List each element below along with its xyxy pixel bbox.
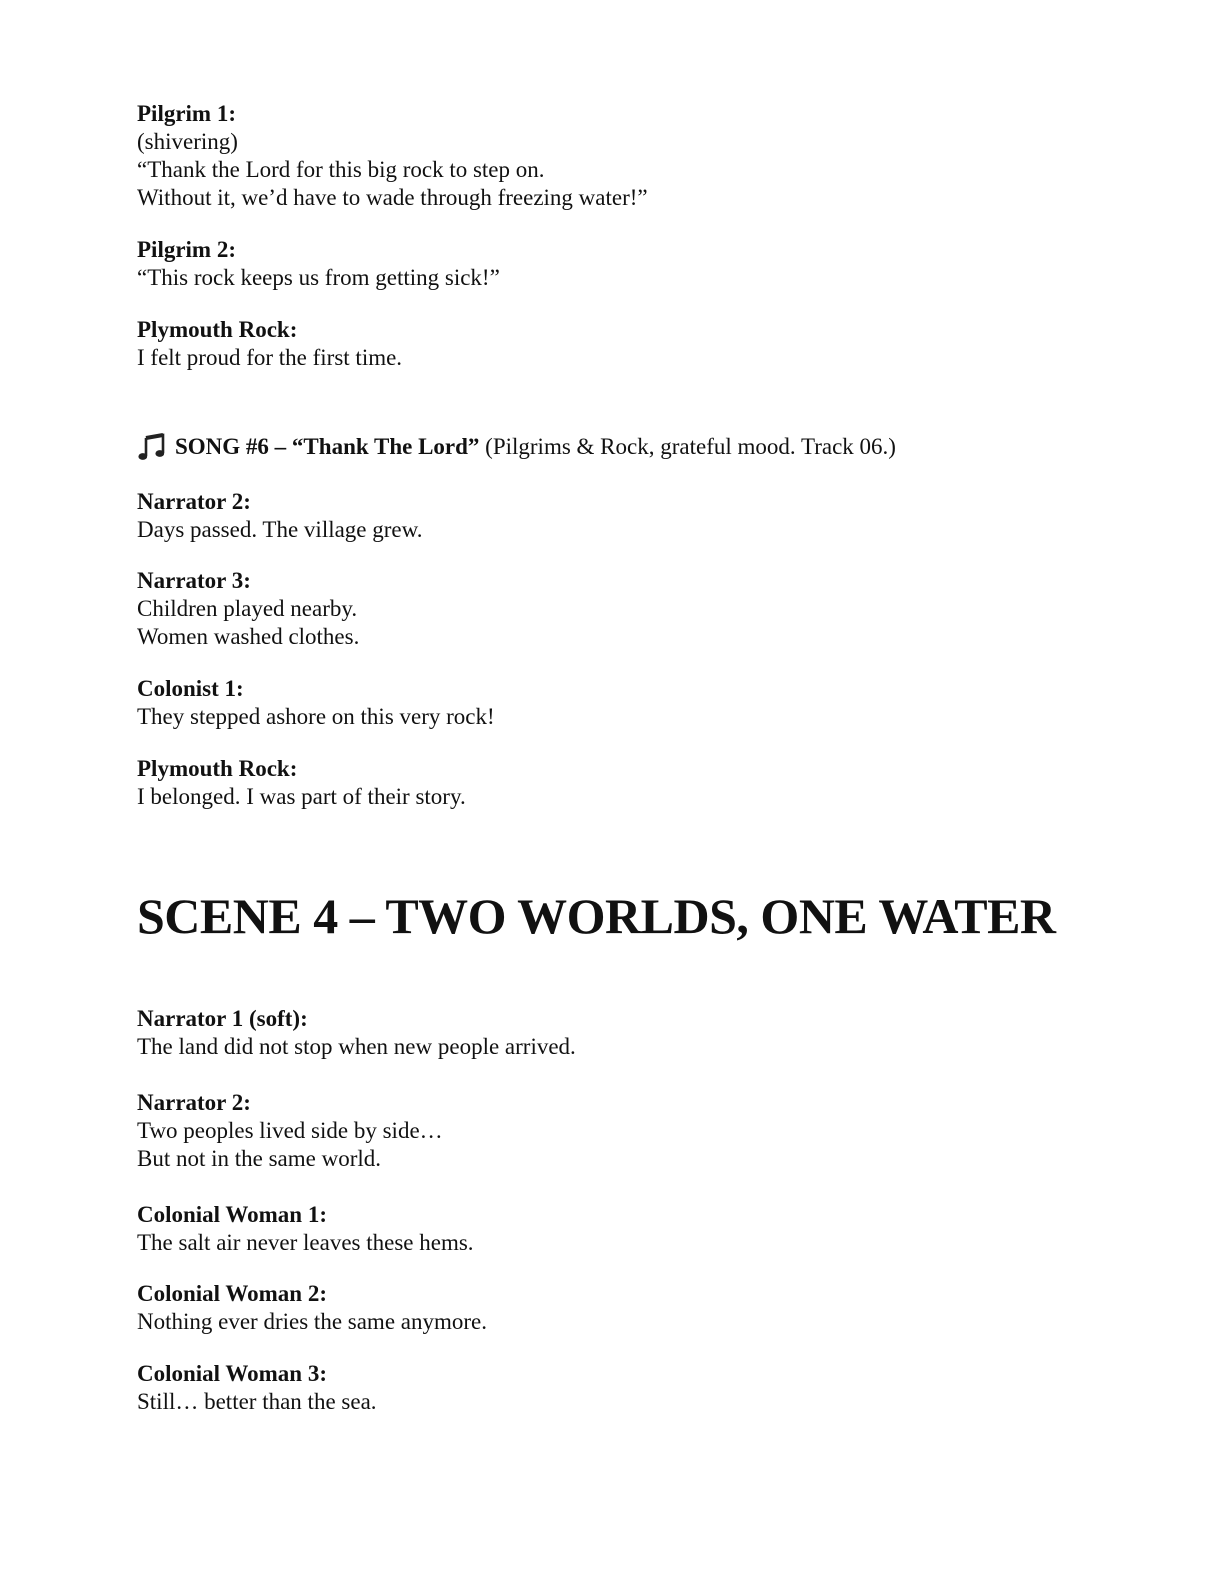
dialogue-line: I felt proud for the first time.: [137, 345, 403, 370]
speaker-name: Plymouth Rock:: [137, 756, 298, 781]
dialogue-line: I belonged. I was part of their story.: [137, 784, 466, 809]
dialogue-colonist-1: [137, 675, 495, 731]
dialogue-plymouth-rock: [137, 316, 402, 372]
music-note-icon: [137, 432, 167, 462]
dialogue-colonial-woman-3: [137, 1360, 377, 1416]
dialogue-line: But not in the same world.: [137, 1146, 382, 1171]
speaker-name: Narrator 3:: [137, 568, 251, 593]
speaker-name: Colonial Woman 1:: [137, 1202, 327, 1227]
speaker-name: Colonial Woman 3:: [137, 1361, 327, 1386]
speaker-name: Pilgrim 2:: [137, 237, 236, 262]
dialogue-line: Nothing ever dries the same anymore.: [137, 1309, 487, 1334]
dialogue-plymouth-rock: [137, 755, 466, 811]
song-description: (Pilgrims & Rock, grateful mood. Track 06.): [479, 434, 896, 459]
dialogue-colonial-woman-1: [137, 1201, 474, 1257]
dialogue-line: The land did not stop when new people arrived.: [137, 1034, 576, 1059]
speaker-name: Narrator 1 (soft):: [137, 1006, 308, 1031]
dialogue-line: Children played nearby.: [137, 596, 358, 621]
dialogue-pilgrim-1: [137, 100, 648, 212]
dialogue-narrator-2: [137, 1089, 443, 1173]
dialogue-line: They stepped ashore on this very rock!: [137, 704, 495, 729]
dialogue-narrator-2: [137, 488, 423, 544]
speaker-name: Colonist 1:: [137, 676, 244, 701]
speaker-name: Pilgrim 1:: [137, 101, 236, 126]
scene-heading: SCENE 4 – TWO WORLDS, ONE WATER: [137, 888, 1056, 944]
dialogue-narrator-3: [137, 567, 359, 651]
dialogue-line: “This rock keeps us from getting sick!”: [137, 265, 500, 290]
speaker-name: Plymouth Rock:: [137, 317, 298, 342]
speaker-name: Narrator 2:: [137, 489, 251, 514]
dialogue-colonial-woman-2: [137, 1280, 487, 1336]
dialogue-line: Women washed clothes.: [137, 624, 360, 649]
dialogue-pilgrim-2: [137, 236, 500, 292]
song-cue: [137, 432, 896, 462]
dialogue-narrator-1: [137, 1005, 576, 1061]
dialogue-line: Days passed. The village grew.: [137, 517, 423, 542]
speaker-name: Narrator 2:: [137, 1090, 251, 1115]
dialogue-line: Two peoples lived side by side…: [137, 1118, 443, 1143]
stage-direction: (shivering): [137, 129, 238, 154]
speaker-name: Colonial Woman 2:: [137, 1281, 327, 1306]
dialogue-line: Still… better than the sea.: [137, 1389, 377, 1414]
dialogue-line: The salt air never leaves these hems.: [137, 1230, 474, 1255]
song-title: SONG #6 – “Thank The Lord”: [175, 434, 480, 459]
dialogue-line: Without it, we’d have to wade through freezing water!”: [137, 185, 648, 210]
dialogue-line: “Thank the Lord for this big rock to step on.: [137, 157, 545, 182]
